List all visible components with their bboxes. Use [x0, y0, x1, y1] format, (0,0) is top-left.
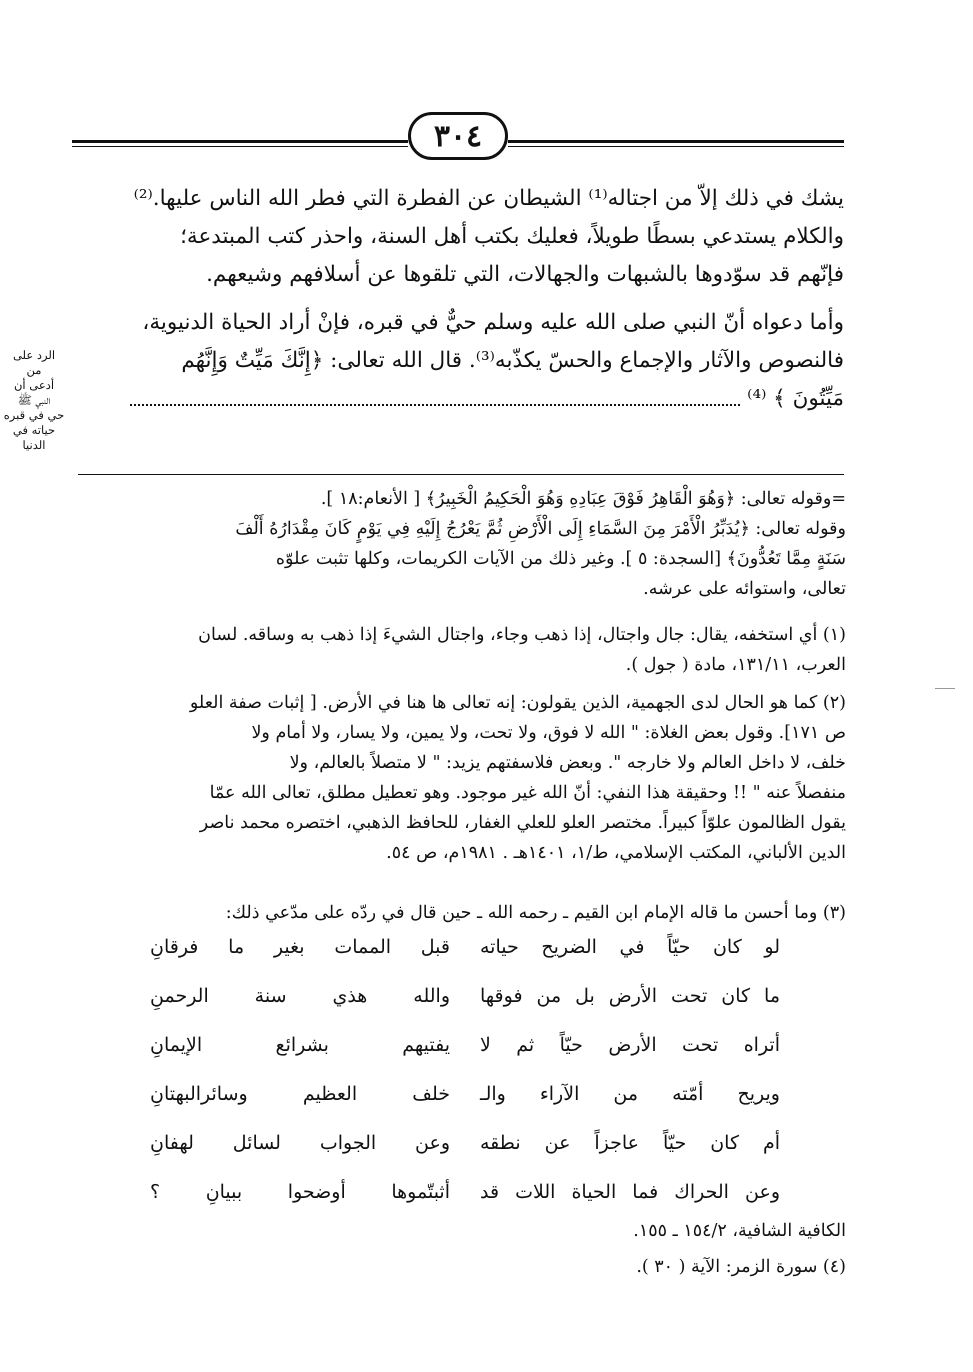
scan-mark	[935, 688, 955, 689]
poem-hemistich-second: قبل الممات بغير ما فرقانِ	[150, 936, 450, 958]
main-line: يشك في ذلك إلاّ من اجتاله⁽¹⁾ الشيطان عن الفطرة التي فطر الله الناس عليها.⁽²⁾	[133, 186, 844, 211]
footnote-separator	[78, 474, 844, 475]
poem-hemistich-first: أتراه تحت الأرض حيّاً ثم لا	[480, 1034, 780, 1056]
footnote-line: العرب، ١٣١/١١، مادة ( جول ).	[625, 655, 846, 675]
main-line: فالنصوص والآثار والإجماع والحسّ يكذّبه⁽³⁾. قال الله تعالى: ﴿إِنَّكَ مَيِّتٌ وَإِنَّهُم	[181, 348, 844, 373]
main-line: مَيِّتُونَ ﴾ ⁽⁴⁾	[747, 386, 844, 411]
footnote-line: تعالى، واستوائه على عرشه.	[643, 579, 846, 599]
margin-note-line: أدعى أن	[13, 378, 55, 392]
margin-note-line: من	[26, 363, 42, 377]
header-rule-left	[72, 140, 408, 150]
footnote-4: (٤) سورة الزمر: الآية ( ٣٠ ).	[636, 1257, 846, 1277]
footnote-line: =وقوله تعالى: ﴿وَهُوَ الْقَاهِرُ فَوْقَ عِبَادِهِ وَهُوَ الْحَكِيمُ الْخَبِيرُ﴾ [ الأنعام:١٨ ].	[320, 489, 846, 509]
footnote-3-source: الكافية الشافية، ١٥٤/٢ ـ ١٥٥.	[633, 1221, 846, 1241]
footnote-line: الدين الألباني، المكتب الإسلامي، ط/١، ١٤٠١هـ . ١٩٨١م، ص ٥٤.	[386, 843, 846, 863]
footnote-line: سَنَةٍ مِمَّا تَعُدُّونَ﴾ [السجدة: ٥ ]. وغير ذلك من الآيات الكريمات، وكلها تثبت علوّه	[275, 549, 846, 569]
poem-verse	[120, 1132, 780, 1181]
poem-verse	[120, 985, 780, 1034]
page-header	[72, 112, 844, 162]
poem-verse	[120, 1034, 780, 1083]
poem-hemistich-second: خلف العظيم وسائرالبهتانِ	[150, 1083, 450, 1105]
margin-note-line: حياته في الدنيا	[12, 423, 56, 452]
main-line: والكلام يستدعي بسطًا طويلاً، فعليك بكتب أهل السنة، واحذر كتب المبتدعة؛	[180, 224, 844, 249]
footnote-line: وقوله تعالى: ﴿يُدَبِّرُ الْأَمْرَ مِنَ السَّمَاءِ إِلَى الْأَرْضِ ثُمَّ يَعْرُجُ إِلَيْهِ فِي يَوْمٍ كَانَ مِقْدَارُهُ أَلْفَ	[235, 519, 846, 539]
footnote-line: ص ١٧١]. وقول بعض الغلاة: " الله لا فوق، ولا تحت، ولا يمين، ولا يسار، ولا أمام ولا	[251, 723, 846, 743]
poem-hemistich-first: أم كان حيّاً عاجزاً عن نطقه	[480, 1132, 780, 1154]
main-line: وأما دعواه أنّ النبي صلى الله عليه وسلم حيٌّ في قبره، فإنْ أراد الحياة الدنيوية،	[142, 310, 844, 335]
poem-verse	[120, 936, 780, 985]
footnote-line: يقول الظالمون علوّاً كبيراً. مختصر العلو للعلي الغفار، للحافظ الذهبي، اختصره محمد ناصر	[199, 813, 846, 833]
poem	[120, 936, 780, 1230]
page-number: ٣٠٤	[408, 112, 508, 160]
footnote-line: منفصلاً عنه " !! وحقيقة هذا النفي: أنّ الله غير موجود. وهو تعطيل مطلق، تعالى الله عمّا	[209, 783, 846, 803]
poem-hemistich-second: والله هذي سنة الرحمنِ	[150, 985, 450, 1007]
margin-note-line: النبي ﷺ	[17, 393, 51, 407]
dotted-leader	[130, 392, 740, 406]
footnote-2	[70, 688, 846, 868]
footnote-line: خلف، لا داخل العالم ولا خارجه ". وبعض فلاسفتهم يزيد: " لا متصلاً بالعالم، ولا	[289, 753, 846, 773]
poem-hemistich-second: يفتيهم بشرائع الإيمانِ	[150, 1034, 450, 1056]
main-line: فإنّهم قد سوّدوها بالشبهات والجهالات، التي تلقوها عن أسلافهم وشيعهم.	[206, 262, 844, 287]
footnote-line: (٣) وما أحسن ما قاله الإمام ابن القيم ـ رحمه الله ـ حين قال في ردّه على مدّعي ذلك:	[225, 903, 846, 923]
margin-note-line: حي في قبره	[3, 408, 65, 422]
poem-verse	[120, 1083, 780, 1132]
poem-hemistich-second: وعن الجواب لسائل لهفانِ	[150, 1132, 450, 1154]
poem-hemistich-first: لو كان حيّاً في الضريح حياته	[480, 936, 780, 958]
footnote-line: (١) أي استخفه، يقال: جال واجتال، إذا ذهب وجاء، واجتال الشيءَ إذا ذهب به وساقه. لسان	[198, 625, 846, 645]
poem-hemistich-first: ويريح أمّته من الآراء والـ	[480, 1083, 780, 1105]
footnote-1	[70, 620, 846, 680]
poem-hemistich-second: أثبتّموها أوضحوا ببيانِ ؟	[150, 1181, 450, 1203]
poem-hemistich-first: ما كان تحت الأرض بل من فوقها	[480, 985, 780, 1007]
main-text	[78, 180, 844, 418]
footnote-continuation	[70, 484, 846, 604]
footnote-line: (٢) كما هو الحال لدى الجهمية، الذين يقولون: إنه تعالى ها هنا في الأرض. [ إثبات صفة العلو	[189, 693, 846, 713]
poem-hemistich-first: وعن الحراك فما الحياة اللات قد	[480, 1181, 780, 1203]
main-line-last	[78, 380, 844, 418]
footnote-3-intro	[70, 898, 846, 928]
header-rule-right	[508, 140, 844, 150]
margin-note	[0, 348, 68, 453]
margin-note-line: الرد على	[12, 348, 56, 362]
